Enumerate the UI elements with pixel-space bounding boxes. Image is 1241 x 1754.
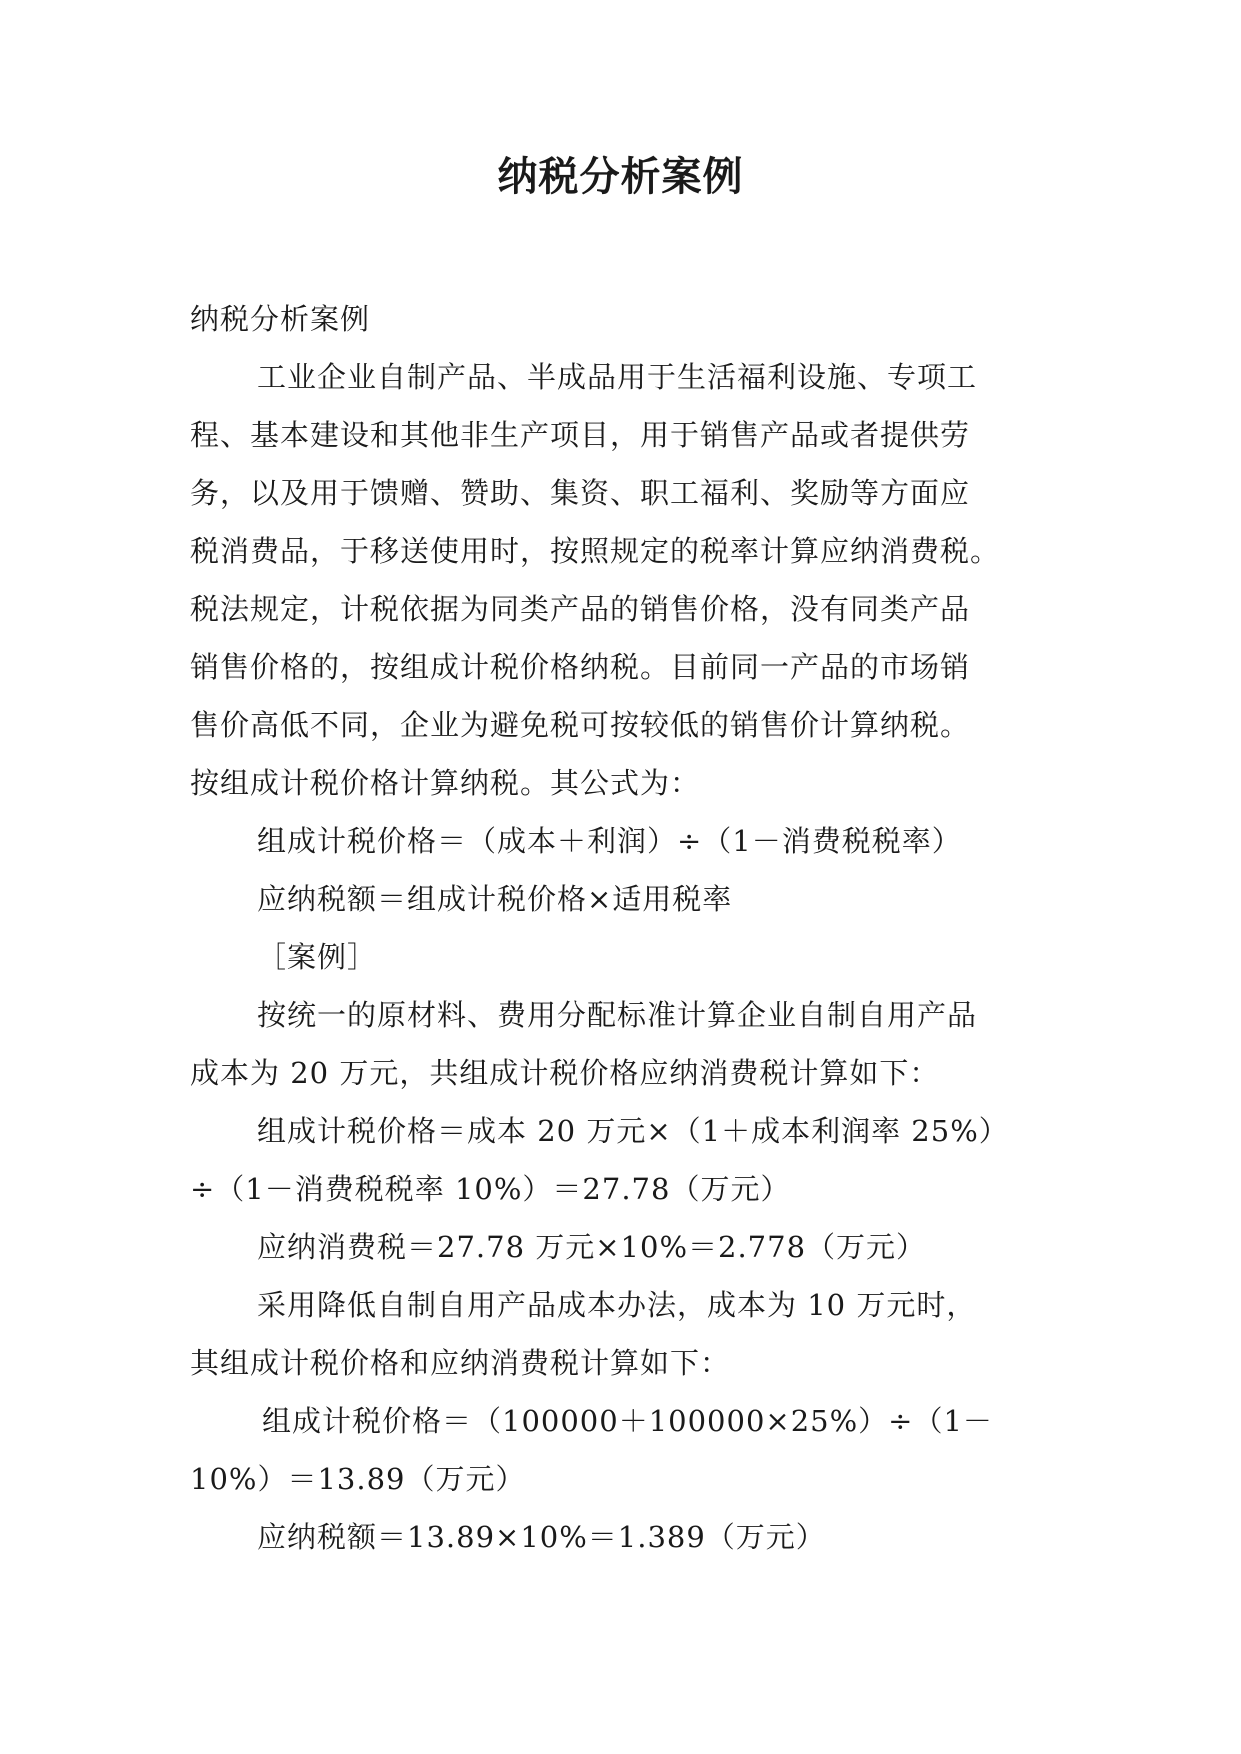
document-title: 纳税分析案例 [497, 154, 744, 200]
formula-line: 组成计税价格＝（成本＋利润）÷（1－消费税税率） [257, 824, 962, 858]
calculation-line: 10%）＝13.89（万元） [190, 1462, 526, 1496]
document-body [190, 290, 1060, 1566]
body-line: 纳税分析案例 [190, 302, 371, 336]
calculation-line: 应纳消费税＝27.78 万元×10%＝2.778（万元） [257, 1230, 927, 1264]
calculation-line: 应纳税额＝13.89×10%＝1.389（万元） [257, 1520, 826, 1554]
calculation-line: 组成计税价格＝（100000＋100000×25%）÷（1－ [262, 1404, 993, 1438]
body-line: 成本为 20 万元，共组成计税价格应纳消费税计算如下： [190, 1056, 940, 1090]
body-line: 税法规定，计税依据为同类产品的销售价格，没有同类产品 [190, 592, 971, 626]
body-line: 采用降低自制自用产品成本办法，成本为 10 万元时， [257, 1288, 977, 1322]
body-line: 其组成计税价格和应纳消费税计算如下： [190, 1346, 731, 1380]
body-line: 按组成计税价格计算纳税。其公式为： [190, 766, 701, 800]
body-line: 销售价格的，按组成计税价格纳税。目前同一产品的市场销 [190, 650, 971, 684]
formula-line: 应纳税额＝组成计税价格×适用税率 [257, 882, 733, 916]
body-line: 税消费品，于移送使用时，按照规定的税率计算应纳消费税。 [190, 534, 1001, 568]
body-line: 按统一的原材料、费用分配标准计算企业自制自用产品 [257, 998, 978, 1032]
case-heading: ［案例］ [257, 940, 378, 974]
body-line: 务，以及用于馈赠、赞助、集资、职工福利、奖励等方面应 [190, 476, 971, 510]
body-line: 程、基本建设和其他非生产项目，用于销售产品或者提供劳 [190, 418, 971, 452]
body-line: 工业企业自制产品、半成品用于生活福利设施、专项工 [257, 360, 978, 394]
calculation-line: 组成计税价格＝成本 20 万元×（1＋成本利润率 25%） [257, 1114, 1009, 1148]
body-line: 售价高低不同，企业为避免税可按较低的销售价计算纳税。 [190, 708, 971, 742]
calculation-line: ÷（1－消费税税率 10%）＝27.78（万元） [190, 1172, 791, 1206]
